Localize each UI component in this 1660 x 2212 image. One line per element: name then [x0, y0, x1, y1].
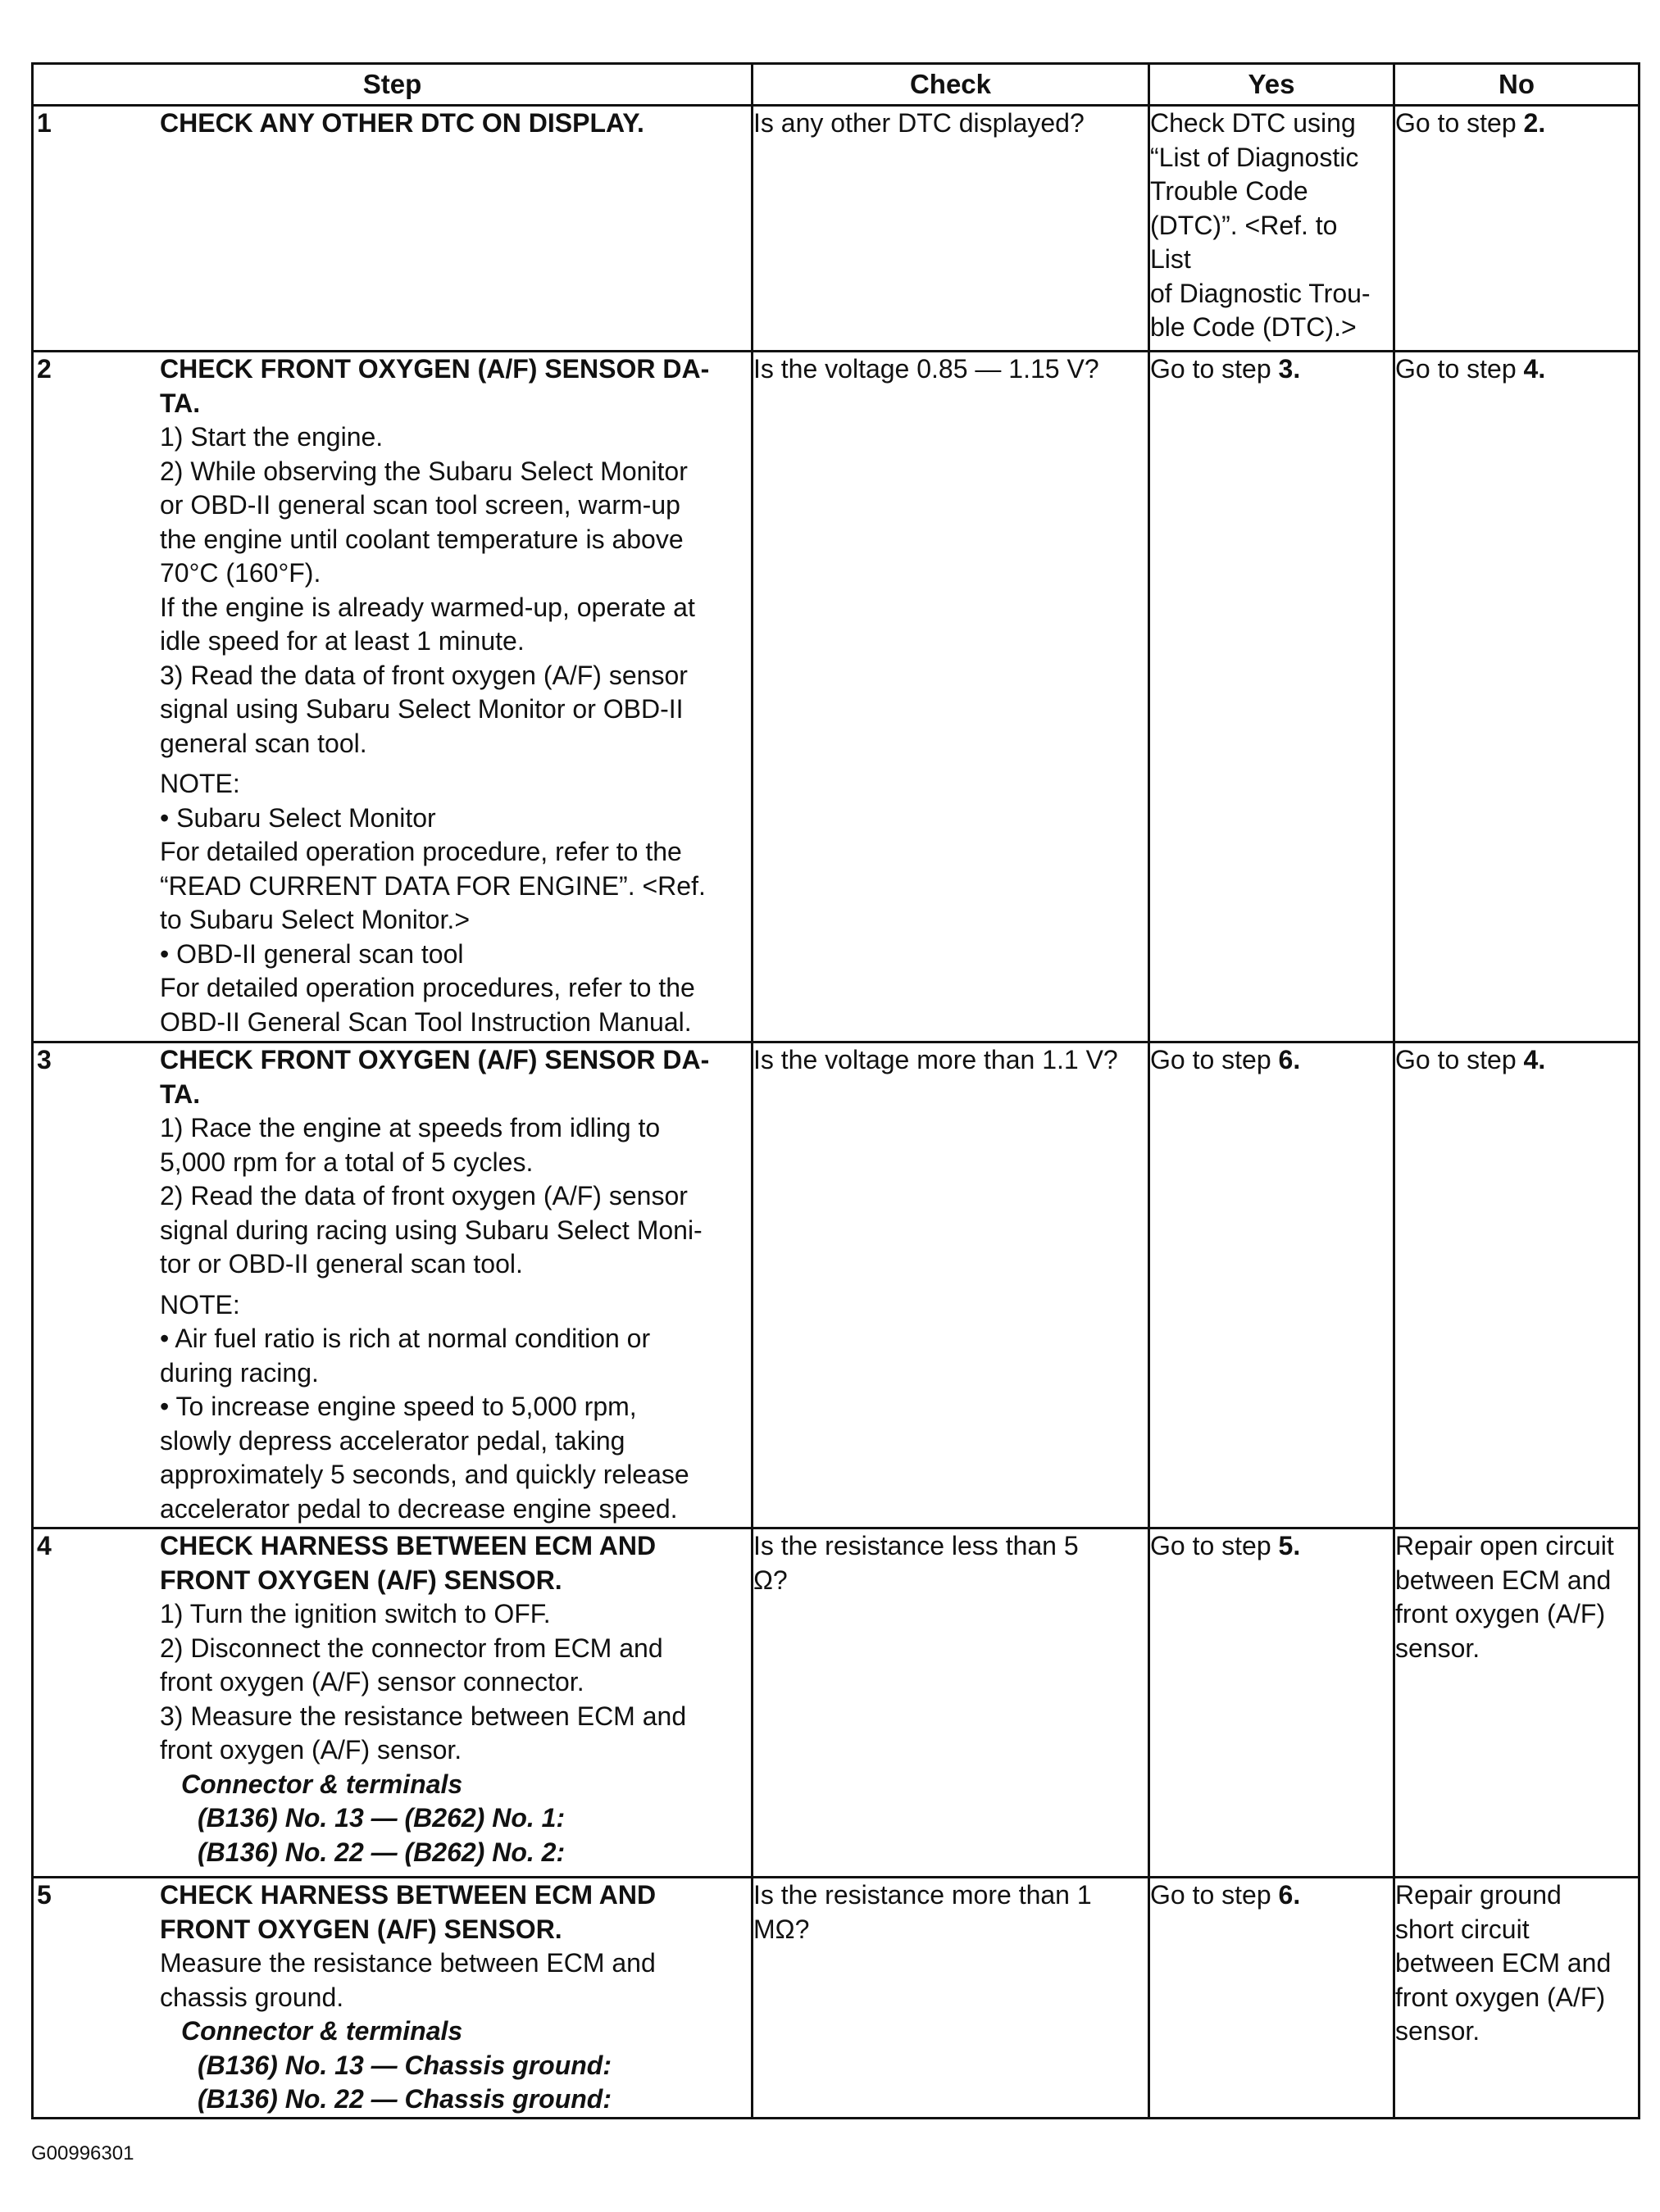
no-line: front oxygen (A/F)	[1395, 1982, 1606, 2012]
yes-text: Go to step	[1150, 1531, 1279, 1560]
terminal-line: (B136) No. 13 — Chassis ground:	[198, 2050, 612, 2080]
step-line: 2) Disconnect the connector from ECM and	[160, 1633, 663, 1663]
step-line: signal using Subaru Select Monitor or OBD-II	[160, 694, 684, 724]
table-row	[33, 1528, 1640, 1878]
no-line: between ECM and	[1395, 1948, 1612, 1978]
step-line: 1) Race the engine at speeds from idling to	[160, 1113, 661, 1142]
note-line: accelerator pedal to decrease engine speed.	[160, 1493, 678, 1524]
step-line: the engine until coolant temperature is above	[160, 524, 684, 554]
table-row	[33, 1878, 1640, 2119]
terminal-line: (B136) No. 22 — Chassis ground:	[198, 2084, 612, 2114]
yes-cell	[1149, 1528, 1394, 1878]
check-line: MΩ?	[753, 1914, 810, 1944]
no-line: sensor.	[1395, 1633, 1480, 1663]
note-line: OBD-II General Scan Tool Instruction Manual.	[160, 1006, 692, 1037]
check-line: Is the resistance less than 5	[753, 1531, 1079, 1560]
note-line: approximately 5 seconds, and quickly release	[160, 1460, 689, 1489]
step-line: front oxygen (A/F) sensor connector.	[160, 1667, 584, 1696]
step-line: idle speed for at least 1 minute.	[160, 626, 525, 656]
step-number: 2	[37, 354, 52, 384]
connector-label: Connector & terminals	[181, 1769, 463, 1799]
check-line: Is the resistance more than 1	[753, 1880, 1092, 1910]
step-cell	[33, 352, 753, 1042]
terminal-line: (B136) No. 13 — (B262) No. 1:	[198, 1803, 566, 1833]
yes-line: Trouble Code	[1150, 176, 1308, 206]
yes-text: Go to step	[1150, 354, 1279, 384]
step-line: 70°C (160°F).	[160, 558, 321, 588]
step-title: TA.	[160, 1079, 201, 1109]
check-cell	[753, 1528, 1149, 1878]
no-line: front oxygen (A/F)	[1395, 1599, 1606, 1628]
step-title: CHECK FRONT OXYGEN (A/F) SENSOR DA-	[160, 1045, 710, 1074]
step-title: FRONT OXYGEN (A/F) SENSOR.	[160, 1565, 562, 1595]
yes-line: “List of Diagnostic	[1150, 142, 1359, 172]
header-yes: Yes	[1149, 64, 1394, 106]
step-title: CHECK ANY OTHER DTC ON DISPLAY.	[160, 108, 644, 138]
step-line: signal during racing using Subaru Select Moni-	[160, 1215, 703, 1245]
yes-line: of Diagnostic Trou-	[1150, 278, 1371, 308]
step-title: CHECK HARNESS BETWEEN ECM AND	[160, 1880, 657, 1910]
no-line: sensor.	[1395, 2016, 1480, 2046]
yes-line: ble Code (DTC).>	[1150, 312, 1357, 342]
header-row	[33, 64, 1640, 106]
step-line: or OBD-II general scan tool screen, warm-up	[160, 490, 680, 520]
yes-text: Go to step	[1150, 1880, 1279, 1910]
step-line: tor or OBD-II general scan tool.	[160, 1249, 523, 1279]
no-line: between ECM and	[1395, 1565, 1612, 1595]
step-title: CHECK HARNESS BETWEEN ECM AND	[160, 1531, 657, 1560]
step-line: If the engine is already warmed-up, operate at	[160, 592, 695, 622]
no-cell	[1394, 352, 1640, 1042]
note-line: • OBD-II general scan tool	[160, 938, 464, 969]
yes-cell	[1149, 352, 1394, 1042]
check-line: Ω?	[753, 1565, 788, 1595]
diagnostic-table	[31, 62, 1640, 2119]
step-cell	[33, 1528, 753, 1878]
step-cell	[33, 106, 753, 352]
table-row	[33, 352, 1640, 1042]
no-cell	[1394, 1528, 1640, 1878]
check-cell	[753, 1878, 1149, 2119]
yes-step-number: 5.	[1278, 1531, 1301, 1560]
yes-cell	[1149, 106, 1394, 352]
no-cell	[1394, 106, 1640, 352]
note-line: • Air fuel ratio is rich at normal condition or	[160, 1324, 651, 1353]
step-line: 2) While observing the Subaru Select Monitor	[160, 456, 688, 486]
step-cell	[33, 1878, 753, 2119]
note-line: “READ CURRENT DATA FOR ENGINE”. <Ref.	[160, 870, 706, 901]
step-line: front oxygen (A/F) sensor.	[160, 1735, 462, 1765]
terminal-line: (B136) No. 22 — (B262) No. 2:	[198, 1837, 566, 1867]
step-line: 1) Start the engine.	[160, 422, 384, 452]
no-cell	[1394, 1042, 1640, 1528]
figure-code: G00996301	[31, 2142, 134, 2164]
table-row	[33, 106, 1640, 352]
note-line: For detailed operation procedure, refer to the	[160, 837, 682, 866]
no-text: Go to step	[1395, 354, 1524, 384]
step-line: general scan tool.	[160, 728, 367, 758]
header-step: Step	[33, 64, 753, 106]
step-line: 5,000 rpm for a total of 5 cycles.	[160, 1147, 534, 1177]
no-step-number: 2.	[1523, 108, 1546, 138]
note-line: during racing.	[160, 1357, 319, 1388]
step-cell	[33, 1042, 753, 1528]
step-number: 1	[37, 108, 52, 138]
no-step-number: 4.	[1523, 354, 1546, 384]
note-line: • To increase engine speed to 5,000 rpm,	[160, 1392, 637, 1421]
step-line: 1) Turn the ignition switch to OFF.	[160, 1599, 551, 1628]
header-no: No	[1394, 64, 1640, 106]
step-line: chassis ground.	[160, 1982, 344, 2012]
yes-text: Go to step	[1150, 1045, 1279, 1074]
connector-label: Connector & terminals	[181, 2016, 463, 2046]
no-step-number: 4.	[1523, 1045, 1546, 1074]
step-line: 2) Read the data of front oxygen (A/F) sensor	[160, 1181, 688, 1210]
step-line: 3) Measure the resistance between ECM and	[160, 1701, 687, 1731]
note-line: • Subaru Select Monitor	[160, 802, 436, 833]
yes-line: Check DTC using	[1150, 108, 1356, 138]
yes-cell	[1149, 1042, 1394, 1528]
yes-line: (DTC)”. <Ref. to	[1150, 210, 1338, 240]
note-line: slowly depress accelerator pedal, taking	[160, 1425, 625, 1456]
no-line: short circuit	[1395, 1914, 1530, 1944]
header-check: Check	[753, 64, 1149, 106]
check-cell: Is any other DTC displayed?	[753, 106, 1149, 352]
step-title: TA.	[160, 388, 201, 418]
yes-line: List	[1150, 244, 1191, 274]
step-title: FRONT OXYGEN (A/F) SENSOR.	[160, 1914, 562, 1944]
yes-step-number: 3.	[1278, 354, 1301, 384]
no-line: Repair ground	[1395, 1880, 1562, 1910]
step-number: 4	[37, 1531, 52, 1560]
check-cell: Is the voltage more than 1.1 V?	[753, 1042, 1149, 1528]
no-text: Go to step	[1395, 108, 1524, 138]
step-title: CHECK FRONT OXYGEN (A/F) SENSOR DA-	[160, 354, 710, 384]
note-line: For detailed operation procedures, refer to the	[160, 973, 695, 1002]
note-line: to Subaru Select Monitor.>	[160, 905, 470, 934]
no-text: Go to step	[1395, 1045, 1524, 1074]
step-line: Measure the resistance between ECM and	[160, 1948, 656, 1978]
check-cell: Is the voltage 0.85 — 1.15 V?	[753, 352, 1149, 1042]
yes-cell	[1149, 1878, 1394, 2119]
note-label: NOTE:	[160, 769, 240, 798]
no-line: Repair open circuit	[1395, 1531, 1614, 1560]
step-number: 3	[37, 1045, 52, 1074]
step-number: 5	[37, 1880, 52, 1910]
note-label: NOTE:	[160, 1289, 240, 1319]
yes-step-number: 6.	[1278, 1880, 1301, 1910]
step-line: 3) Read the data of front oxygen (A/F) sensor	[160, 660, 688, 690]
table-row	[33, 1042, 1640, 1528]
no-cell	[1394, 1878, 1640, 2119]
yes-step-number: 6.	[1278, 1045, 1301, 1074]
